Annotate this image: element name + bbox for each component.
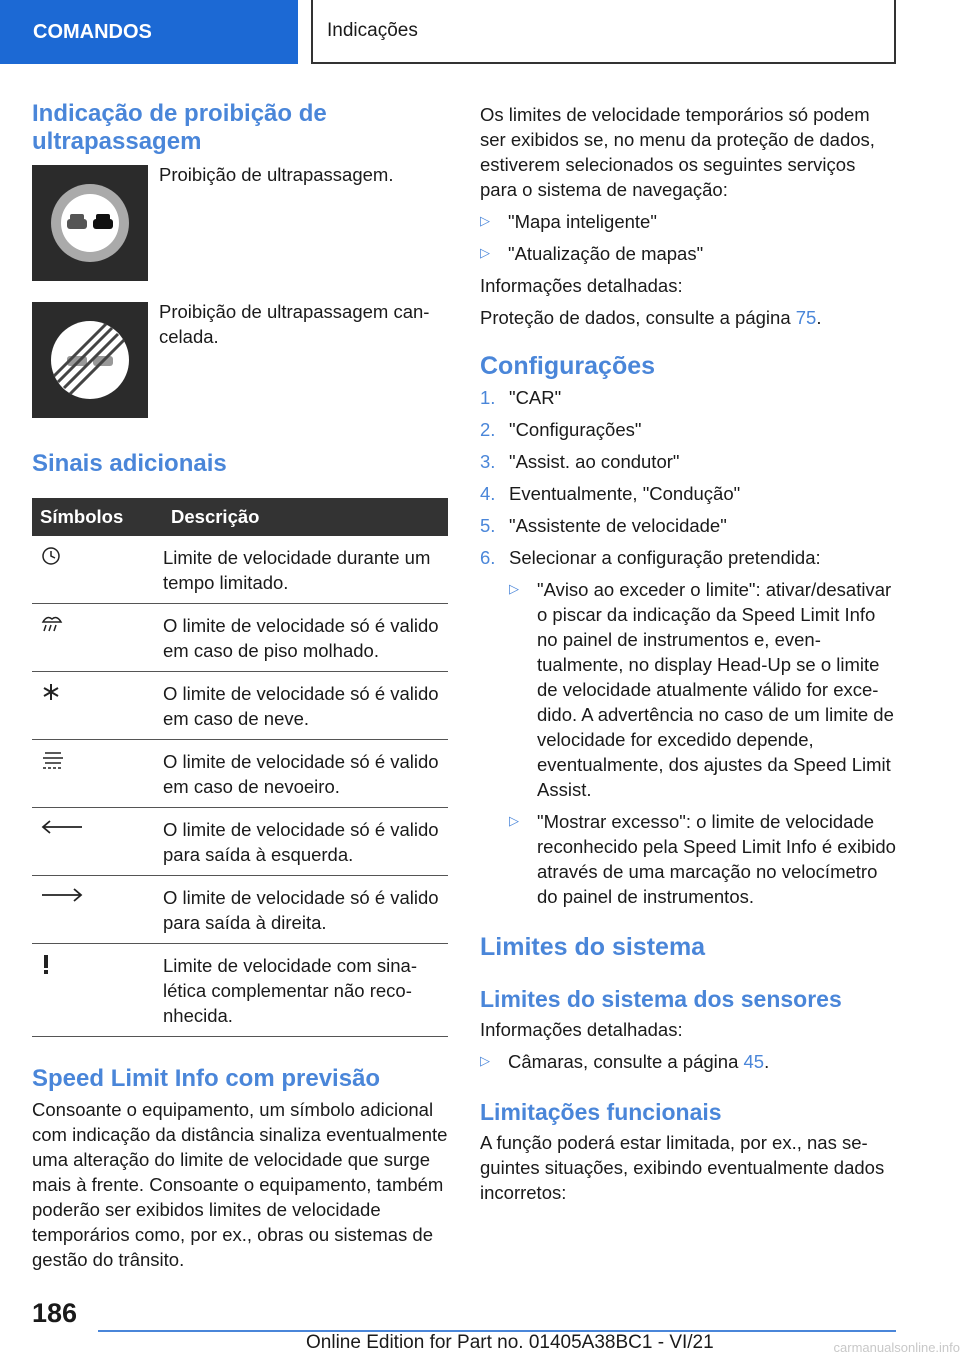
sign2-text: Proibição de ultrapassagem cancelada. [159, 301, 430, 347]
subsection-title: Indicações [311, 0, 896, 64]
row-text: O limite de velocidade só é valido para saída à direita. [163, 876, 448, 944]
step-number: 6. [480, 547, 496, 568]
sign-row-no-overtaking [32, 165, 448, 281]
list-item [480, 1049, 896, 1074]
row-text: Limite de velocidade com sinalética complementar não reconhecida. [163, 944, 448, 1037]
table-row [32, 740, 448, 808]
symbols-table [32, 498, 448, 1037]
step-number: 4. [480, 483, 496, 504]
step-text: Eventualmente, "Condução" [509, 483, 741, 504]
list-item [480, 481, 896, 506]
table-row [32, 672, 448, 740]
step-text: "Configurações" [509, 419, 642, 440]
sign-row-overtaking-cancelled [32, 302, 448, 418]
list-item [480, 209, 896, 234]
clock-icon [40, 545, 163, 567]
table-row [32, 536, 448, 604]
list-item [509, 809, 896, 909]
table-row [32, 604, 448, 672]
heading-settings: Configurações [480, 352, 656, 380]
privacy-reference: Proteção de dados, consulte a página 75. [480, 307, 822, 328]
step-number: 1. [480, 387, 496, 408]
cameras-reference: Câmaras, consulte a página 45. [508, 1051, 770, 1072]
snowflake-icon [40, 681, 163, 703]
functional-text: A função poderá estar limitada, por ex., nas seguintes situações, exibindo eventualmente dados incorretos: [480, 1132, 885, 1203]
triangle-bullet-icon: ▷ [509, 581, 519, 596]
option-text: "Aviso ao exceder o limite": ativar/desativar o piscar da indicação da Speed Limit Info no painel de instrumentos e, eventualmente, no display Head-Up se o limite de velocidade atualmente válido for excedido. A advertência no caso de um limite de velocidade for excedido depende, eventualmente, dos ajustes da Speed Limit Assist. [537, 579, 894, 800]
option-text: "Mostrar excesso": o limite de velocidade reconhecido pela Speed Limit Info é exibido através de uma marcação no velocímetro do painel de instrumentos. [537, 811, 896, 907]
list-item [480, 417, 896, 442]
heading-overtaking: Indicação de proibição de ultrapassagem [32, 100, 327, 155]
heading-sensor-limits: Limites do sistema dos sensores [480, 986, 842, 1012]
step-text: "Assistente de velocidade" [509, 515, 727, 536]
step-number: 3. [480, 451, 496, 472]
right-column [480, 102, 896, 1205]
row-text: O limite de velocidade só é valido em caso de piso molhado. [163, 604, 448, 672]
table-header-row [32, 498, 448, 536]
no-overtaking-sign-icon [32, 165, 148, 281]
row-text: O limite de velocidade só é valido para saída à esquerda. [163, 808, 448, 876]
row-text: O limite de velocidade só é valido em caso de neve. [163, 672, 448, 740]
wet-road-icon [40, 613, 163, 635]
list-item [480, 241, 896, 266]
step-text: "Assist. ao condutor" [509, 451, 680, 472]
left-column [32, 100, 448, 1272]
heading-system-limits: Limites do sistema [480, 933, 706, 961]
list-item [480, 513, 896, 538]
arrow-right-icon [40, 885, 163, 905]
col-description: Descrição [163, 498, 448, 536]
list-item [480, 385, 896, 410]
watermark-text: carmanualsonline.info [833, 1340, 960, 1355]
table-row [32, 808, 448, 876]
row-text: O limite de velocidade só é valido em caso de nevoeiro. [163, 740, 448, 808]
triangle-bullet-icon: ▷ [480, 213, 490, 228]
heading-preview: Speed Limit Info com previsão [32, 1065, 381, 1092]
step-number: 2. [480, 419, 496, 440]
sign1-text: Proibição de ultrapassagem. [159, 164, 394, 185]
service-text: "Atualização de mapas" [508, 243, 704, 264]
row-text: Limite de velocidade durante um tempo limitado. [163, 536, 448, 604]
exclamation-icon [40, 953, 163, 975]
triangle-bullet-icon: ▷ [480, 245, 490, 260]
step-text: "CAR" [509, 387, 562, 408]
list-item [509, 577, 896, 802]
details-label: Informações detalhadas: [480, 275, 683, 296]
col-symbols: Símbolos [32, 498, 163, 536]
section-tab: COMANDOS [0, 0, 298, 64]
cameras-page-link[interactable]: 45 [743, 1051, 765, 1072]
table-row [32, 876, 448, 944]
heading-functional-limits: Limitações funcionais [480, 1099, 722, 1125]
page-number: 186 [32, 1298, 78, 1328]
preview-text: Consoante o equipamento, um símbolo adicional com indicação da distância sinaliza eventualmente uma alteração do limite de velocidade que surge mais à frente. Consoante o equipamento, também poderão ser exibidos limites de velocidade temporários como, por ex., obras ou sistemas de gestão do trânsito. [32, 1099, 448, 1270]
privacy-page-link[interactable]: 75 [795, 307, 817, 328]
step-number: 5. [480, 515, 496, 536]
step-text: Selecionar a configuração pretendida: [509, 547, 821, 568]
heading-additional-signs: Sinais adicionais [32, 450, 227, 477]
triangle-bullet-icon: ▷ [480, 1053, 490, 1068]
fog-icon [40, 749, 163, 771]
list-item [480, 545, 896, 570]
service-text: "Mapa inteligente" [508, 211, 657, 232]
overtaking-cancelled-sign-icon [32, 302, 148, 418]
intro-text: Os limites de velocidade temporários só podem ser exibidos se, no menu da proteção de dados, estiverem selecionados os seguintes serviços para o sistema de navegação: [480, 104, 875, 200]
arrow-left-icon [40, 817, 163, 837]
triangle-bullet-icon: ▷ [509, 813, 519, 828]
list-item [480, 449, 896, 474]
table-row [32, 944, 448, 1037]
edition-text: Online Edition for Part no. 01405A38BC1 - VI/21 [306, 1332, 714, 1353]
sensors-details-label: Informações detalhadas: [480, 1019, 683, 1040]
